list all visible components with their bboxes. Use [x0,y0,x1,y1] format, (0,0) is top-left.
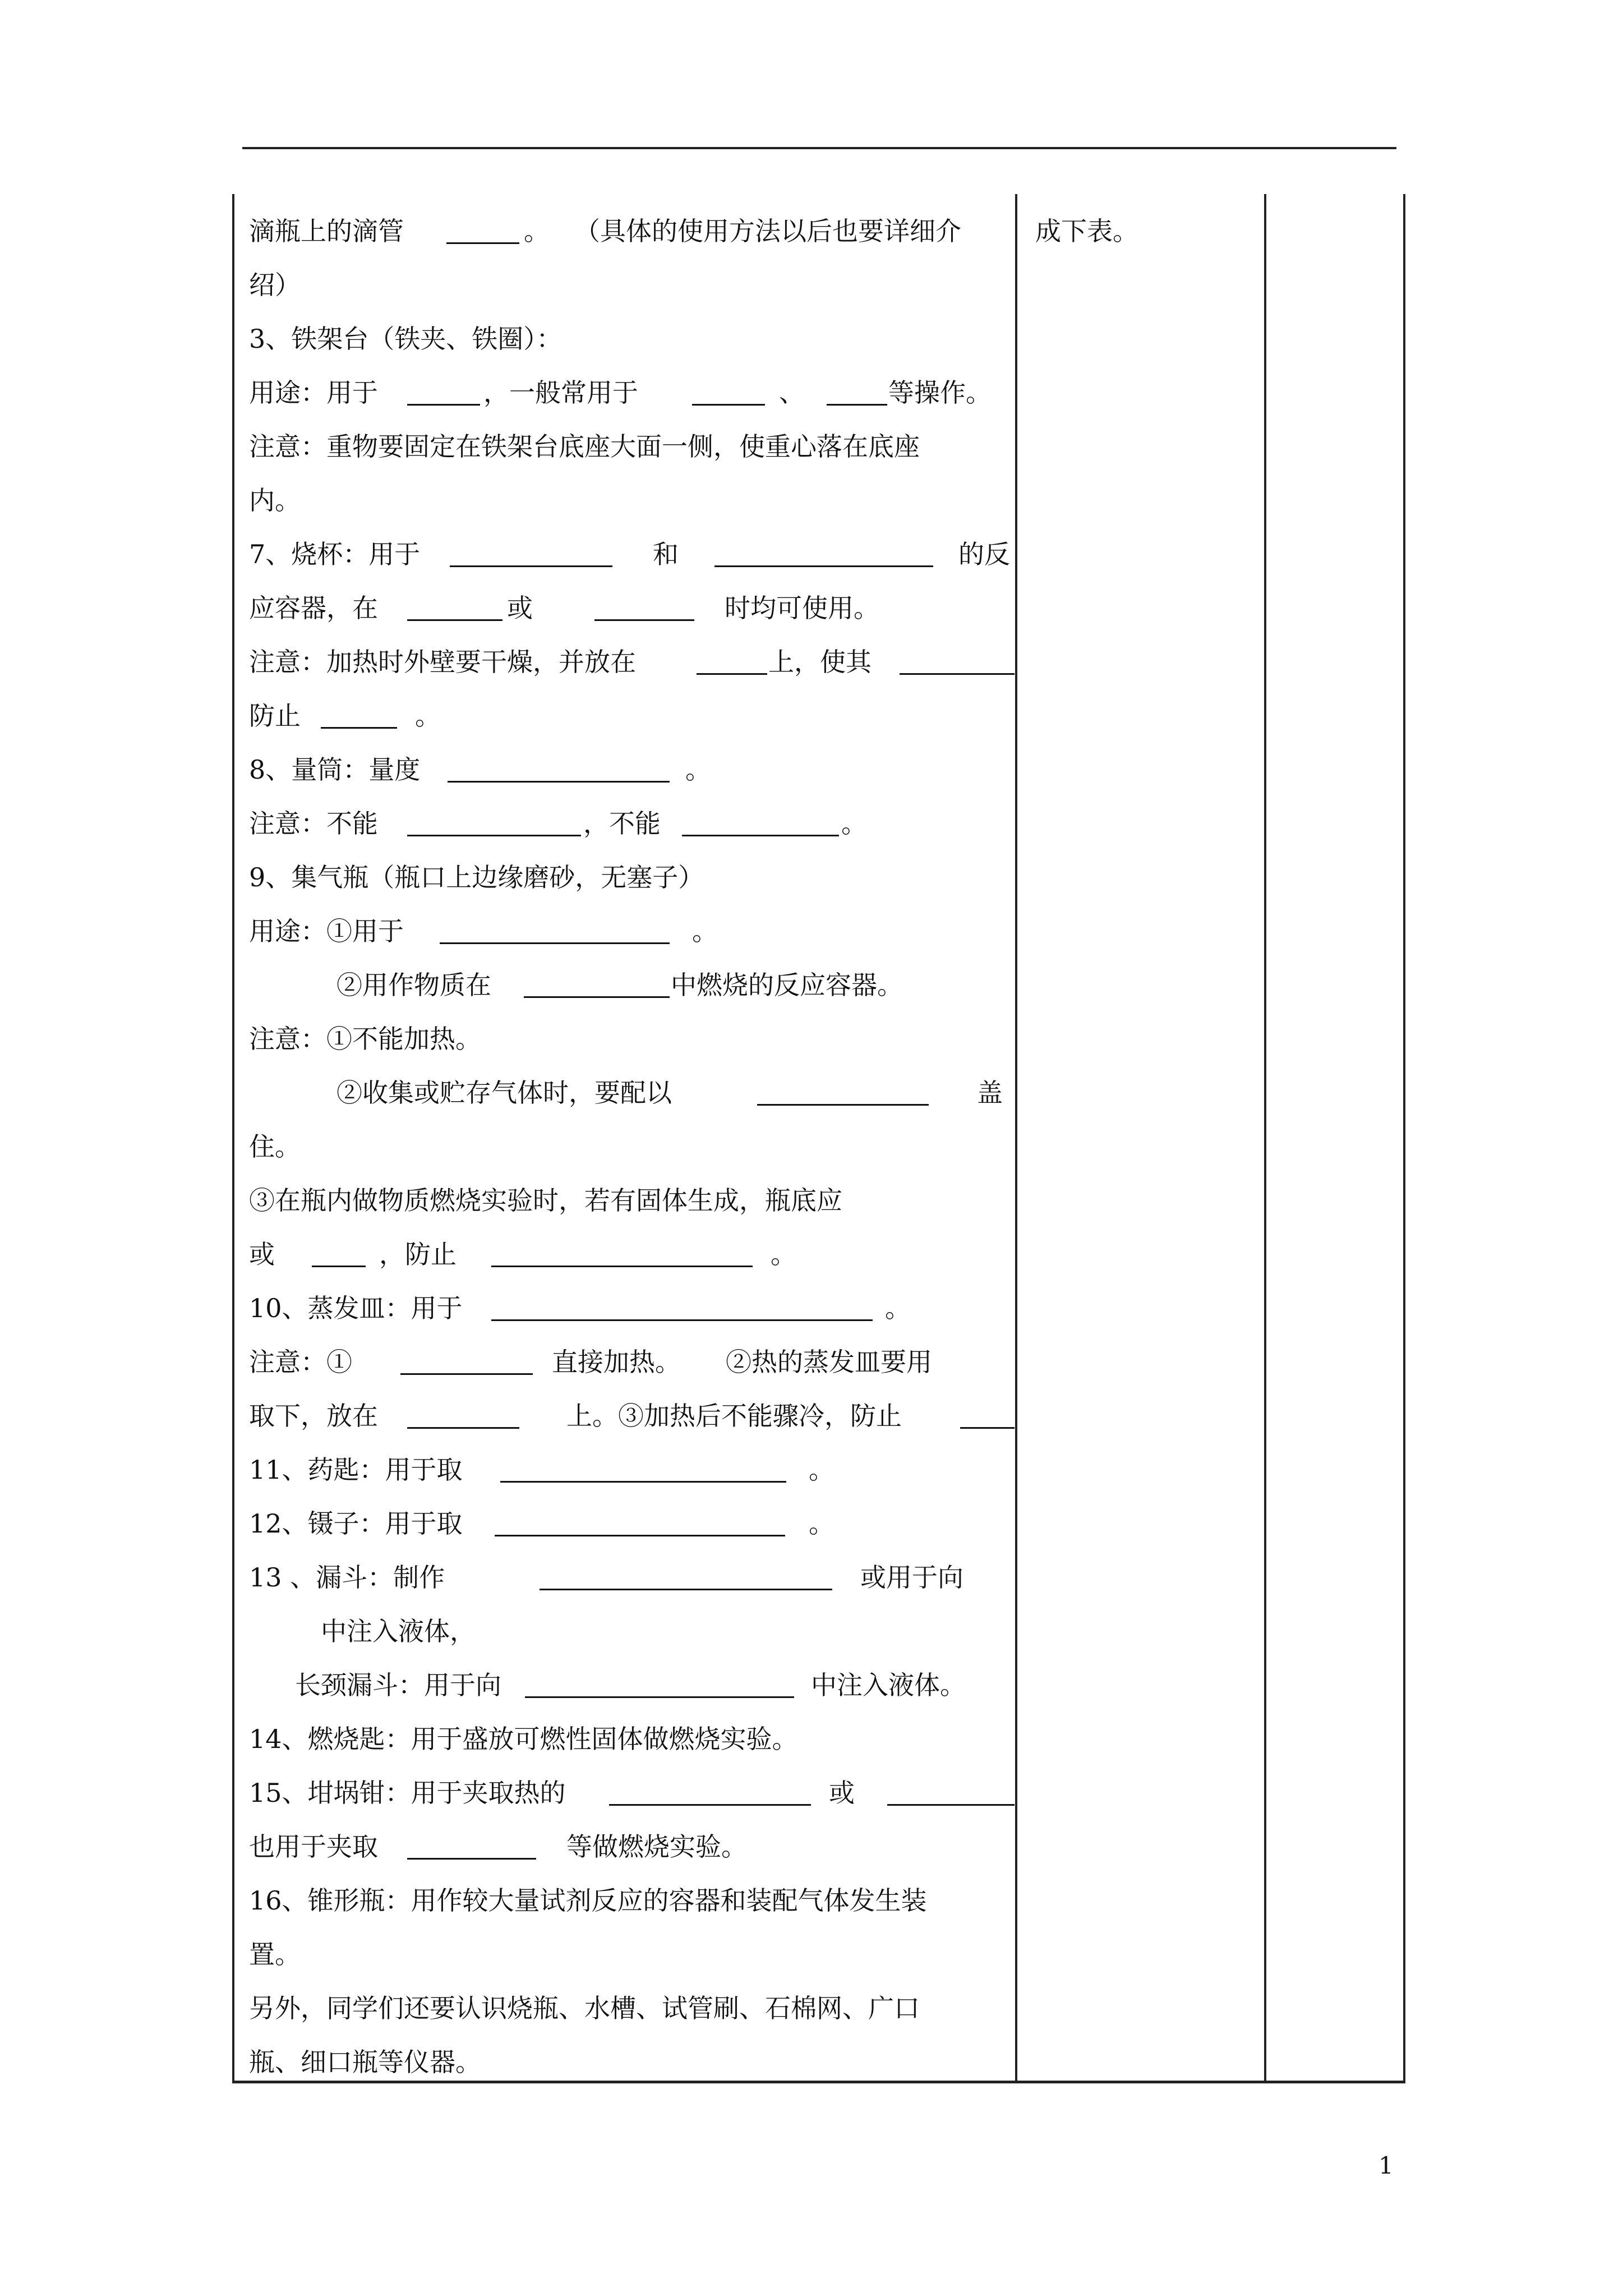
text-segment: 7、烧杯：用于 [249,539,421,569]
text-segment: 。 [524,216,550,246]
text-segment: 或 [507,593,533,623]
text-line [249,1981,1015,2035]
fill-blank [440,942,670,944]
text-segment: 。 [885,1293,911,1323]
text-segment: 。 [809,1508,834,1539]
text-line [249,420,1015,473]
text-line [249,1658,1015,1712]
text-line [249,1120,1015,1174]
text-line [249,1012,1015,1066]
text-line [249,1766,1015,1820]
text-segment: 瓶、细口瓶等仪器。 [249,2047,481,2077]
text-segment: 。 [685,754,711,785]
text-segment: 内。 [249,485,301,516]
text-segment: 置。 [249,1939,301,1970]
text-line [249,312,1015,366]
text-segment: ，不能 [583,808,661,839]
text-segment: （具体的使用方法以后也要详细介 [574,216,961,246]
text-segment: 15、坩埚钳：用于夹取热的 [249,1778,566,1808]
fill-blank [500,1481,786,1483]
text-segment: 注意：① [249,1347,352,1377]
fill-blank [407,835,581,836]
text-segment: 另外，同学们还要认识烧瓶、水槽、试管刷、石棉网、广口 [249,1993,920,2023]
text-line [249,958,1015,1012]
fill-blank [540,1589,832,1590]
fill-blank [312,1266,366,1267]
fill-blank [692,404,765,406]
text-segment: ②用作物质在 [336,970,491,1000]
table-border-right [1403,194,1405,2083]
text-line [249,1443,1015,1497]
fill-blank [407,404,480,406]
text-line [249,1712,1015,1766]
text-line [1035,204,1260,258]
fill-blank [525,1696,794,1698]
text-segment: 住。 [249,1131,301,1162]
text-segment: 中燃烧的反应容器。 [671,970,903,1000]
text-line [249,1604,1015,1658]
fill-blank [900,673,1015,675]
fill-blank [407,1858,536,1860]
text-line [249,1227,1015,1281]
text-line [249,473,1015,527]
text-segment: 。 [809,1455,834,1485]
text-segment: 10、蒸发皿：用于 [249,1293,463,1323]
text-segment: 用途：用于 [249,378,378,408]
column-divider-1 [1015,194,1017,2083]
text-segment: 注意：重物要固定在铁架台底座大面一侧，使重心落在底座 [249,431,920,462]
text-segment: 和 [653,539,679,569]
text-segment: 也用于夹取 [249,1832,378,1862]
right-column-text: 成下表。 [1035,216,1138,246]
text-line [249,1820,1015,1874]
text-line [249,1335,1015,1389]
text-segment: 、 [779,378,805,408]
fill-blank [446,242,519,244]
fill-blank [448,781,670,783]
text-line [249,527,1015,581]
fill-blank [827,404,887,406]
fill-blank [682,835,839,836]
text-segment: 注意：①不能加热。 [249,1024,481,1054]
text-line [249,1497,1015,1550]
fill-blank [960,1427,1015,1429]
text-segment: 的反 [958,539,1010,569]
text-segment: 绍） [249,270,301,300]
text-line [249,904,1015,958]
text-segment: 用途：①用于 [249,916,404,946]
notes-column [1035,204,1260,258]
text-line [249,850,1015,904]
fill-blank [697,673,767,675]
header-rule [242,147,1396,149]
text-line [249,1550,1015,1604]
text-segment: 16、锥形瓶：用作较大量试剂反应的容器和装配气体发生装 [249,1885,927,1916]
fill-blank [495,1535,785,1536]
text-segment: 取下，放在 [249,1401,378,1431]
text-line [249,797,1015,850]
fill-blank [400,1373,533,1375]
text-segment: 。 [771,1239,796,1269]
text-segment: 或 [829,1778,855,1808]
text-segment: 应容器，在 [249,593,378,623]
text-segment: 滴瓶上的滴管 [249,216,404,246]
fill-blank [524,996,670,998]
fill-blank [407,1427,519,1429]
fill-blank [757,1104,929,1106]
content-column [249,204,1015,2089]
text-segment: 。 [415,701,441,731]
text-segment: 8、量筒：量度 [249,754,421,785]
text-line [249,258,1015,312]
text-segment: 。 [841,808,867,839]
text-segment: 中注入液体， [321,1616,476,1646]
fill-blank [714,565,933,567]
fill-blank [321,727,397,729]
text-segment: 14、燃烧匙：用于盛放可燃性固体做燃烧实验。 [249,1724,798,1754]
text-line [249,204,1015,258]
fill-blank [887,1804,1015,1806]
text-line [249,743,1015,797]
text-segment: ②热的蒸发皿要用 [726,1347,932,1377]
fill-blank [407,619,502,621]
fill-blank [491,1319,873,1321]
text-line [249,1927,1015,1981]
text-line [249,1874,1015,1927]
text-segment: 注意：不能 [249,808,378,839]
text-line [249,1281,1015,1335]
text-segment: 注意：加热时外壁要干燥，并放在 [249,647,636,677]
text-segment: ②收集或贮存气体时，要配以 [336,1078,672,1108]
text-segment: 上。③加热后不能骤冷，防止 [566,1401,902,1431]
text-segment: 中注入液体。 [811,1670,966,1700]
text-segment: 或 [249,1239,275,1269]
text-segment: 上，使其 [768,647,872,677]
text-segment: 盖 [977,1078,1003,1108]
text-line [249,689,1015,743]
text-line [249,1389,1015,1443]
text-segment: ③在瓶内做物质燃烧实验时，若有固体生成，瓶底应 [249,1185,842,1216]
text-segment: 13 、漏斗：制作 [249,1562,445,1593]
column-divider-2 [1264,194,1266,2083]
text-line [249,2035,1015,2089]
fill-blank [491,1266,753,1267]
text-line [249,1174,1015,1227]
text-segment: 时均可使用。 [725,593,879,623]
text-segment: 3、铁架台（铁夹、铁圈）： [249,324,562,354]
fill-blank [594,619,694,621]
worksheet-table [232,194,1405,2083]
text-segment: 或用于向 [860,1562,963,1593]
table-border-left [232,194,234,2083]
text-segment: 11、药匙：用于取 [249,1455,463,1485]
text-segment: ，一般常用于 [483,378,638,408]
text-line [249,581,1015,635]
fill-blank [609,1804,811,1806]
fill-blank [450,565,612,567]
text-line [249,635,1015,689]
text-segment: 9、集气瓶（瓶口上边缘磨砂，无塞子） [249,862,704,892]
text-segment: 直接加热。 [552,1347,681,1377]
text-segment: 长颈漏斗：用于向 [295,1670,501,1700]
text-segment: 等做燃烧实验。 [566,1832,747,1862]
text-segment: 等操作。 [888,378,992,408]
text-segment: 。 [692,916,718,946]
text-segment: 防止 [249,701,301,731]
page-number: 1 [1378,2152,1394,2179]
text-line [249,366,1015,420]
text-line [249,1066,1015,1120]
text-segment: ，防止 [379,1239,457,1269]
text-segment: 12、镊子：用于取 [249,1508,463,1539]
